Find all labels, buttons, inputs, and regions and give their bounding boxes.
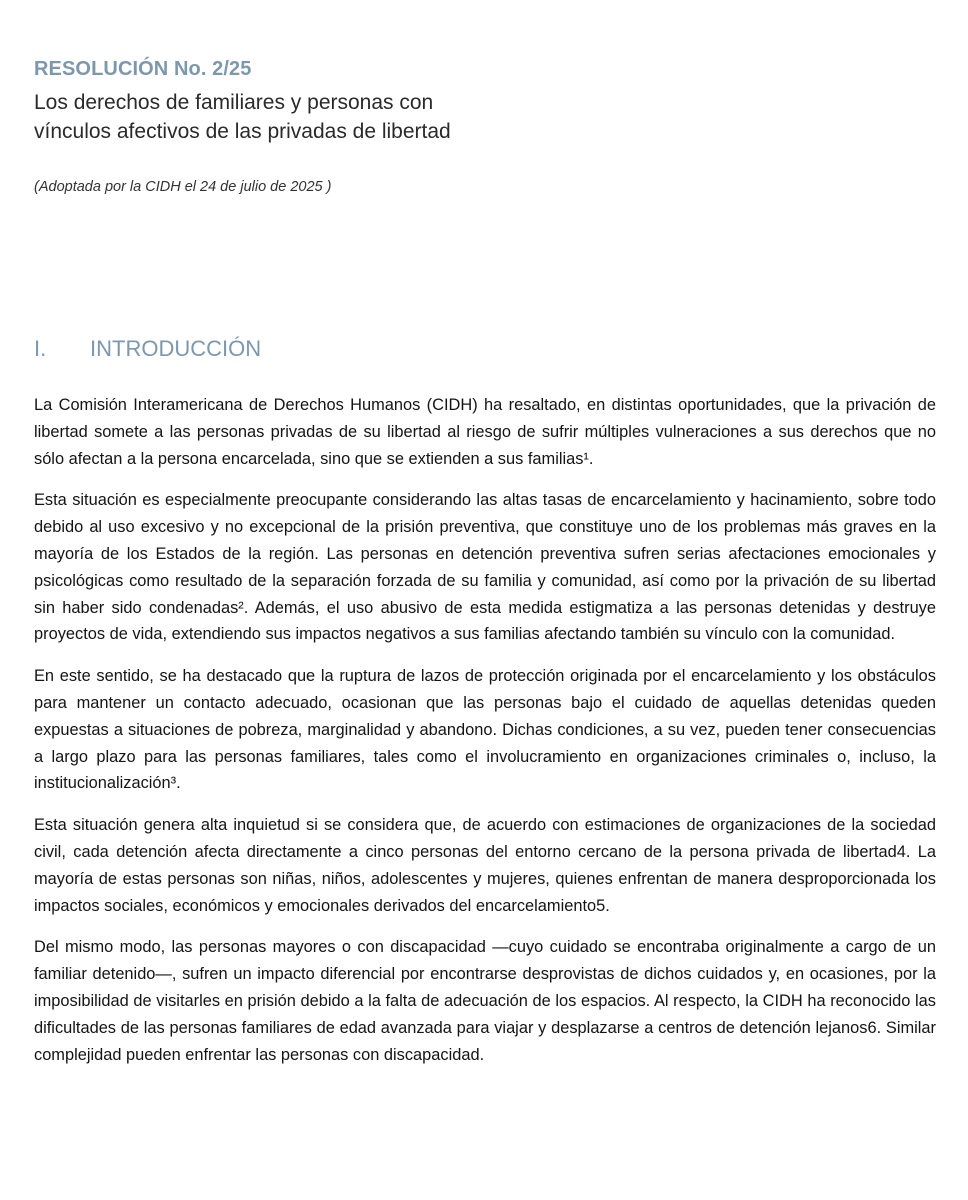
- paragraph: Esta situación genera alta inquietud si se considera que, de acuerdo con estimaciones de organizaciones de la sociedad civil, cada detención afecta directamente a cinco personas del entorno cercano de la persona privada de libertad4. La mayoría de estas personas son niñas, niños, adolescentes y mujeres, quienes enfrentan de manera desproporcionada los impactos sociales, económicos y emocionales derivados del encarcelamiento5.: [34, 816, 936, 915]
- resolution-number: RESOLUCIÓN No. 2/25: [34, 58, 252, 80]
- paragraph: Esta situación es especialmente preocupante considerando las altas tasas de encarcelamiento y hacinamiento, sobre todo debido al uso excesivo y no excepcional de la prisión preventiva, que constituye uno de los problemas más graves en la mayoría de los Estados de la región. Las personas en detención preventiva sufren serias afectaciones emocionales y psicológicas como resultado de la separación forzada de su familia y comunidad, así como por la privación de su libertad sin haber sido condenadas². Además, el uso abusivo de esta medida estigmatiza a las personas detenidas y destruye proyectos de vida, extendiendo sus impactos negativos a sus familias afectando también su vínculo con la comunidad.: [34, 491, 936, 644]
- resolution-title: [34, 88, 594, 146]
- section-title: INTRODUCCIÓN: [90, 336, 262, 361]
- paragraph: En este sentido, se ha destacado que la ruptura de lazos de protección originada por el encarcelamiento y los obstáculos para mantener un contacto adecuado, ocasionan que las personas bajo el cuidado de aquellas detenidas queden expuestas a situaciones de pobreza, marginalidad y abandono. Dichas condiciones, a su vez, pueden tener consecuencias a largo plazo para las personas familiares, tales como el involucramiento en organizaciones criminales o, incluso, la institucionalización³.: [34, 667, 936, 793]
- paragraph: Del mismo modo, las personas mayores o con discapacidad —cuyo cuidado se encontraba originalmente a cargo de un familiar detenido—, sufren un impacto diferencial por encontrarse desprovistas de dichos cuidados y, en ocasiones, por la imposibilidad de visitarles en prisión debido a la falta de adecuación de los espacios. Al respecto, la CIDH ha reconocido las dificultades de las personas familiares de edad avanzada para viajar y desplazarse a centros de detención lejanos6. Similar complejidad pueden enfrentar las personas con discapacidad.: [34, 938, 936, 1064]
- resolution-title-line-2: vínculos afectivos de las privadas de libertad: [34, 120, 451, 143]
- resolution-title-line-1: Los derechos de familiares y personas con: [34, 91, 434, 114]
- adoption-note: (Adoptada por la CIDH el 24 de julio de 2025 ): [34, 179, 332, 195]
- section-number: I.: [34, 336, 47, 361]
- section-heading: [34, 336, 261, 362]
- body-text: [34, 392, 936, 1083]
- paragraph: La Comisión Interamericana de Derechos Humanos (CIDH) ha resaltado, en distintas oportunidades, que la privación de libertad somete a las personas privadas de su libertad al riesgo de sufrir múltiples vulneraciones a sus derechos que no sólo afectan a la persona encarcelada, sino que se extienden a sus familias¹.: [34, 396, 936, 468]
